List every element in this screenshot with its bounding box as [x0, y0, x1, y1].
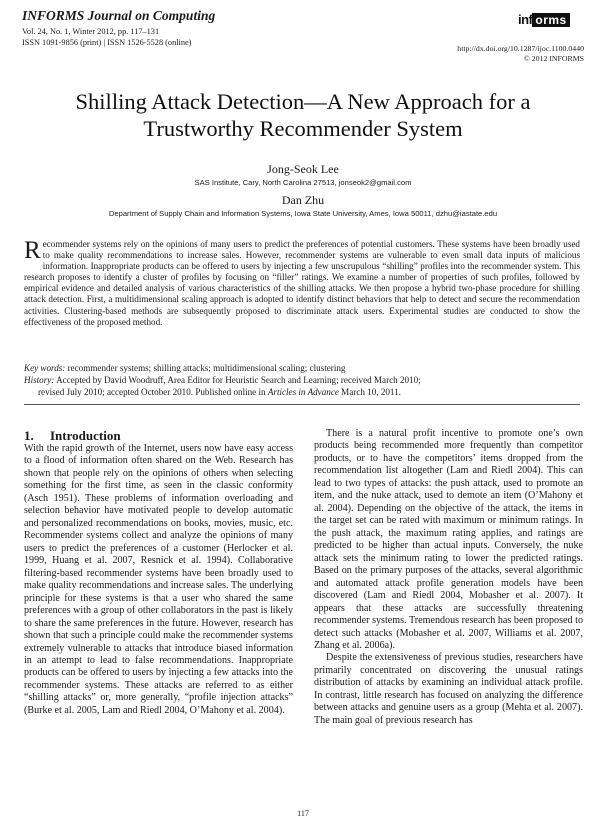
keywords-label: Key words: — [24, 363, 66, 373]
section-heading — [24, 428, 293, 443]
left-column — [24, 428, 293, 717]
body-paragraph: There is a natural profit incentive to promote one’s own products being recommended more frequently than competitor products, or to have the competitors’ items dropped from the recommendation list altogether (Lam and Riedl 2004). This can lead to two types of attacks: the push attack, used to promote an item, and the nuke attack, used to demote an item (O’Mahony et al. 2004). Depending on the objective of the attack, the items in the target set can be rated with maximum or minimum ratings. In the push attack, the maximum rating applies, and ratings are predicted to be higher than actual inputs. Conversely, the nuke attack sets the minimum rating to lower the predicted ratings. Based on the primary purposes of the attacks, several algorithmic and automated attack profile generation models have been discovered (Lam and Riedl 2004, Mobasher et al. 2007). It appears that these attacks are successfully threatening recommender systems. Tremendous research has been proposed to detect such attacks (Mobasher et al. 2007, Williams et al. 2007, Zhang et al. 2006a). — [314, 428, 583, 651]
history-line-2: revised July 2010; accepted October 2010. Published online in — [38, 387, 266, 397]
doi-block — [457, 44, 584, 64]
section-divider — [24, 404, 580, 405]
title-line-2: Trustworthy Recommender System — [143, 116, 463, 141]
logo-prefix: inf — [518, 12, 533, 27]
issn-line: ISSN 1091-9856 (print) | ISSN 1526-5528 (online) — [22, 37, 192, 47]
logo-box: orms — [532, 13, 569, 27]
abstract — [24, 239, 580, 328]
author-affiliation: SAS Institute, Cary, North Carolina 27513, jonseok2@gmail.com — [194, 178, 412, 187]
history-continued — [24, 386, 584, 398]
body-paragraph: Despite the extensiveness of previous studies, researchers have primarily concentrated on discovering the unusual ratings distribution of attacks by examining an individual attack profile. In contrast, little research has focused on analyzing the difference between attacks and genuine users as a group (Mehta et al. 2007). The main goal of previous research has — [314, 652, 583, 726]
doi-link[interactable]: http://dx.doi.org/10.1287/ijoc.1100.0440 — [457, 44, 584, 53]
body-paragraph: With the rapid growth of the Internet, users now have easy access to a flood of information often shared on the Web. Research has shown that people rely on the opinions of others when selecting something for the first time, as seen in the classic conformity (Asch 1951). These problems of information overloading and selection behavior have motivated people to develop automatic and personalized recommendations on books, movies, music, etc. Recommender systems collect and analyze the opinions of many users to predict the preferences of a customer (Herlocker et al. 1999, Huang et al. 2007, Resnick et al. 1994). Collaborative filtering-based recommender systems have been broadly used to make quality recommendations and increase sales. The underlying principle for these systems is that a user who shared the same preferences with a group of other collaborators in the past is likely to share the same preferences in the future. However, research has shown that such a principle could make the recommender systems extremely vulnerable to attacks that introduce biased information in an attempt to lead to false recommendations. Inappropriate products can be offered to users by injecting a few attacks into the recommender systems. These attacks are referred to as either “shilling attacks” or, more generally, “profile injection attacks” (Burke et al. 2005, Lam and Riedl 2004, O’Mahony et al. 2004). — [24, 443, 293, 716]
paper-title — [30, 88, 576, 142]
history-line-2-end: March 10, 2011. — [341, 387, 401, 397]
journal-volume-info — [22, 27, 191, 48]
author-affiliation: Department of Supply Chain and Information Systems, Iowa State University, Ames, Iowa 50011, dzhu@iastate.edu — [108, 209, 498, 218]
abstract-text: ecommender systems rely on the opinions of many users to predict the preferences of potential customers. These systems have been broadly used to make quality recommendations to increase sales. However, recommender systems are vulnerable to even small data inputs of malicious information. Inappropriate products can be offered to users by injecting a few unscrupulous “shilling” profiles into the recommender system. This research proposes to identify a cluster of profiles by focusing on “filler” ratings. We examine a number of properties of such profiles, followed by empirical evidence and detailed analysis of various characteristics of the shilling attacks. We then propose a hybrid two-phase procedure for shilling attack detection. First, a multidimensional scaling approach is adopted to identify distinct behaviors that help to detect and secure the recommendation activities. Clustering-based methods are subsequently proposed to discriminate attack users. Experimental studies are conducted to show the effectiveness of the proposed method. — [24, 239, 580, 327]
articles-in-advance: Articles in Advance — [267, 387, 339, 397]
keywords-history — [24, 362, 584, 398]
informs-logo — [518, 12, 570, 27]
history — [24, 374, 584, 386]
author-name: Dan Zhu — [281, 193, 325, 207]
history-line-1: Accepted by David Woodruff, Area Editor for Heuristic Search and Learning; received March 2010; — [56, 375, 421, 385]
journal-name: INFORMS Journal on Computing — [22, 8, 216, 23]
page-number: 117 — [297, 809, 309, 818]
keywords — [24, 362, 584, 374]
author-name: Jong-Seok Lee — [267, 162, 339, 176]
section-title: Introduction — [50, 428, 121, 443]
history-label: History: — [24, 375, 55, 385]
section-number: 1. — [24, 428, 34, 443]
abstract-dropcap: R — [24, 237, 41, 264]
title-line-1: Shilling Attack Detection—A New Approach for a — [75, 89, 531, 114]
keywords-text: recommender systems; shilling attacks; multidimensional scaling; clustering — [67, 363, 346, 373]
volume-line: Vol. 24, No. 1, Winter 2012, pp. 117–131 — [22, 27, 160, 36]
right-column — [314, 428, 583, 727]
copyright: © 2012 INFORMS — [523, 54, 584, 63]
